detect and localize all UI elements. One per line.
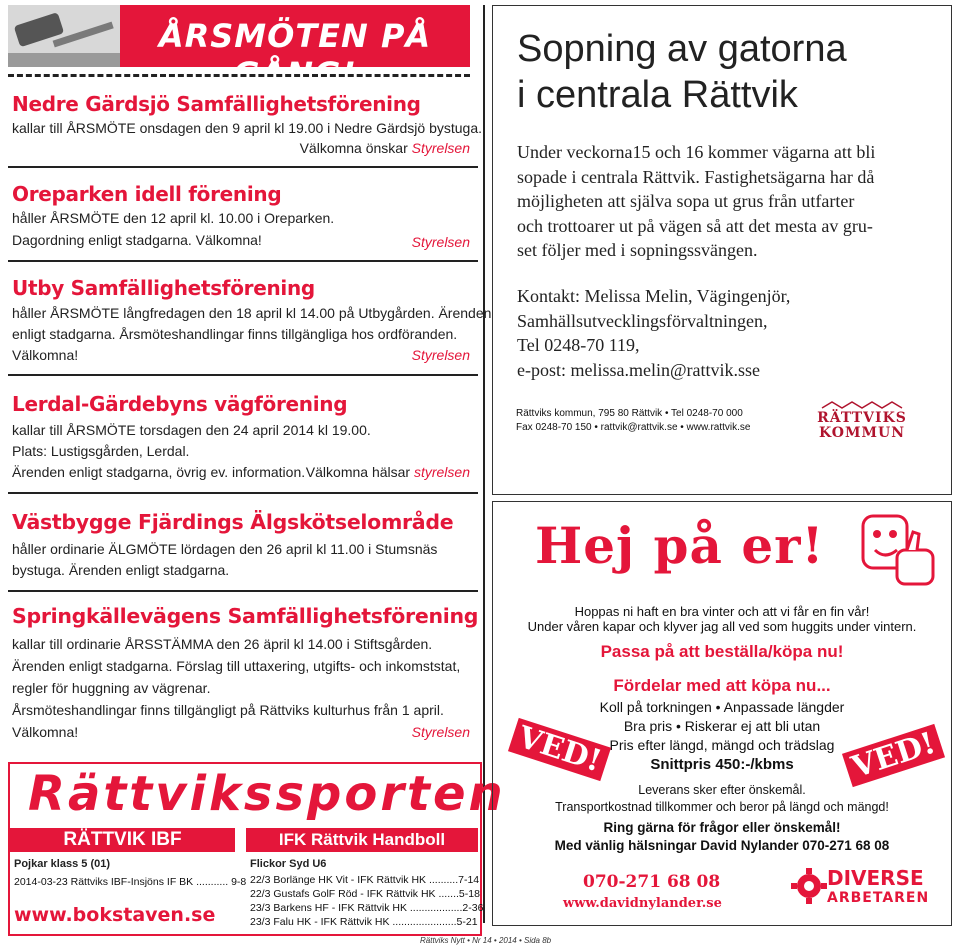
sweeping-contact (517, 284, 790, 382)
notice-text: Ärenden enligt stadgarna, övrig ev. information. (12, 464, 306, 480)
ved-stamp-right: VED! (842, 724, 945, 787)
logo-text: DIVERSE (827, 866, 924, 890)
notice-signature (300, 140, 470, 156)
diverse-arbetaren-logo (789, 864, 939, 914)
sweeping-body-line: möjligheten att själva sopa ut grus från utfarter (517, 191, 855, 211)
notice-signature: Styrelsen (411, 347, 470, 363)
handboll-subtitle: Flickor Syd U6 (250, 858, 327, 870)
municipality-footer-line1: Rättviks kommun, 795 80 Rättvik • Tel 0248-70 000 (516, 408, 743, 419)
meetings-banner-text: ÅRSMÖTEN PÅ GÅNG! (158, 17, 432, 93)
notice-text: Välkomna! (12, 724, 79, 740)
notice-text: Dagordning enligt stadgarna. Välkomna! (12, 232, 262, 248)
ad-intro-line: Under våren kapar och klyver jag all ved som huggits under vintern. (527, 619, 917, 634)
notice-text: enligt stadgarna. Årsmöteshandlingar finns tillgängliga hos ordföranden. (12, 326, 458, 342)
notice-text: kallar till ÅRSMÖTE torsdagen den 24 april 2014 kl 19.00. (12, 422, 371, 438)
sweeping-body-line: set följer med i sopningssvängen. (517, 240, 758, 260)
divider (8, 492, 478, 494)
ad-benefits-title: Fördelar med att köpa nu... (613, 676, 831, 695)
ibf-result: 2014-03-23 Rättviks IBF-Insjöns IF BK ........... 9-8 (14, 876, 247, 888)
notice-text: Ärenden enligt stadgarna. Förslag till uttaxering, utgifts- och inkomststat, (12, 658, 461, 674)
ad-phone[interactable]: 070-271 68 08 (583, 872, 721, 892)
contact-line: Kontakt: Melissa Melin, Vägingenjör, (517, 286, 791, 306)
sports-title: Rättvikssporten (28, 766, 506, 822)
divider (8, 260, 478, 262)
divider (8, 166, 478, 168)
ad-website[interactable]: www.davidnylander.se (563, 896, 722, 911)
notice-text: håller ÅRSMÖTE den 12 april kl. 10.00 i Oreparken. (12, 210, 335, 226)
ibf-subtitle: Pojkar klass 5 (01) (14, 858, 111, 870)
delivery-line: Leverans sker efter önskemål. (638, 783, 806, 797)
handboll-result: 22/3 Borlänge HK Vit - IFK Rättvik HK ..........7-14 (250, 874, 480, 886)
benefit-line: Koll på torkningen • Anpassade längder (599, 699, 845, 715)
logo-crown-icon (812, 400, 912, 410)
municipality-footer-line2: Fax 0248-70 150 • rattvik@rattvik.se • www.rattvik.se (516, 422, 751, 433)
notice-signature (306, 464, 470, 480)
sweeping-body (517, 140, 875, 263)
notice-text: bystuga. Ärenden enligt stadgarna. (12, 562, 230, 578)
logo-text: RÄTTVIKS (817, 410, 907, 426)
handboll-result: 23/3 Falu HK - IFK Rättvik HK ......................5-21 (250, 916, 478, 928)
notice-text: Årsmöteshandlingar finns tillgängligt på Rättviks kulturhus från 1 april. (12, 702, 444, 718)
ved-stamp-left: VED! (508, 718, 611, 781)
sweeping-body-line: och trottoarer ut på vägen så att det mesta av gru- (517, 215, 873, 236)
notice-title: Springkällevägens Samfällighetsförening (12, 604, 479, 628)
contact-line: Tel 0248-70 119, (517, 335, 640, 355)
notice-signature: Styrelsen (411, 724, 470, 740)
notice-title: Nedre Gärdsjö Samfällighetsförening (12, 92, 421, 116)
notice-text: kallar till ÅRSMÖTE onsdagen den 9 april kl 19.00 i Nedre Gärdsjö bystuga. (12, 120, 483, 136)
dashed-separator (8, 74, 470, 77)
notice-title: Oreparken idell förening (12, 182, 282, 206)
ad-regards: Med vänlig hälsningar David Nylander 070-271 68 08 (554, 838, 890, 853)
bokstaven-link[interactable]: www.bokstaven.se (14, 904, 216, 926)
sports-box (8, 762, 506, 936)
sweeping-body-line: sopade i centrala Rättvik. Fastighetsägarna har då (517, 166, 875, 187)
ad-price: Snittpris 450:-/kbms (650, 756, 794, 773)
signature-name: styrelsen (413, 464, 470, 480)
firewood-ad (492, 501, 952, 926)
ad-call: Ring gärna för frågor eller önskemål! (603, 820, 841, 835)
notice-title: Utby Samfällighetsförening (12, 276, 315, 300)
handboll-result: 22/3 Gustafs GolF Röd - IFK Rättvik HK .......5-18 (250, 888, 480, 900)
ad-cta: Passa på att beställa/köpa nu! (600, 642, 844, 661)
logo-text: ARBETAREN (827, 890, 930, 906)
page-info: Rättviks Nytt • Nr 14 • 2014 • Sida 8b (420, 936, 552, 945)
notice-signature: Styrelsen (411, 234, 470, 250)
sweeping-body-line: Under veckorna15 och 16 kommer vägarna att bli (517, 142, 876, 162)
thumbs-up-icon (853, 510, 943, 600)
meetings-banner (120, 5, 470, 93)
signature-prefix: Välkomna hälsar (305, 464, 411, 480)
notice-text: håller ÅRSMÖTE långfredagen den 18 april kl 14.00 på Utbygården. Ärenden (12, 305, 492, 321)
notice-text: kallar till ordinarie ÅRSSTÄMMA den 26 äpril kl 14.00 i Stiftsgården. (12, 636, 433, 652)
signature-name: Styrelsen (411, 140, 470, 156)
rattviks-kommun-logo (812, 400, 912, 444)
ad-delivery (493, 782, 951, 816)
gavel-image (8, 5, 120, 67)
ad-intro (493, 604, 951, 634)
ad-intro-line: Hoppas ni haft en bra vinter och att vi får en fin vår! (574, 604, 870, 619)
notice-text: håller ordinarie ÄLGMÖTE lördagen den 26 april kl 11.00 i Stumsnäs (12, 541, 438, 557)
notice-text: Plats: Lustigsgården, Lerdal. (12, 443, 190, 459)
contact-email[interactable]: e-post: melissa.melin@rattvik.sse (517, 359, 761, 380)
handboll-result: 23/3 Barkens HF - IFK Rättvik HK ..................2-36 (250, 902, 484, 914)
contact-line: Samhällsutvecklingsförvaltningen, (517, 310, 768, 331)
handboll-header: IFK Rättvik Handboll (246, 828, 478, 852)
signature-prefix: Välkomna önskar (299, 140, 408, 156)
benefit-line: Bra pris • Riskerar ej att bli utan (623, 718, 821, 734)
notice-text: regler för huggning av vägrenar. (12, 680, 211, 696)
benefit-line: Pris efter längd, mängd och trädslag (609, 737, 835, 753)
gear-icon (789, 864, 829, 908)
sweeping-title-line2: i centrala Rättvik (517, 74, 798, 116)
logo-text: KOMMUN (819, 425, 905, 441)
divider (8, 590, 478, 592)
divider (8, 374, 478, 376)
sweeping-title-line1: Sopning av gatorna (517, 28, 847, 70)
notice-title: Lerdal-Gärdebyns vägförening (12, 392, 348, 416)
ibf-header: RÄTTVIK IBF (10, 828, 235, 852)
notice-text: Välkomna! (12, 347, 79, 363)
ad-headline: Hej på er! (535, 516, 825, 575)
delivery-line: Transportkostnad tillkommer och beror på längd och mängd! (555, 800, 889, 814)
notice-title: Västbygge Fjärdings Älgskötselområde (12, 510, 454, 534)
